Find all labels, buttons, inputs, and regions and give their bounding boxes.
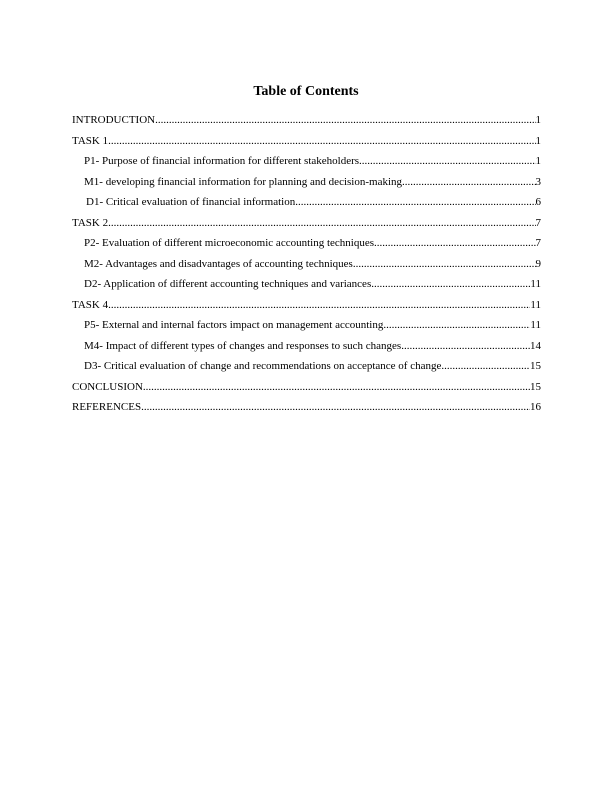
toc-entry-page: 1	[535, 134, 541, 147]
toc-entry-text: P1- Purpose of financial information for different stakeholders	[84, 155, 360, 167]
toc-title: Table of Contents	[253, 84, 359, 99]
toc-list	[72, 113, 541, 421]
toc-entry-page: 1	[535, 155, 541, 167]
toc-entry-p5[interactable]	[72, 318, 541, 339]
toc-entry-page: 7	[535, 237, 541, 249]
toc-entry-task-2[interactable]	[72, 216, 541, 237]
toc-entry-task-4[interactable]	[72, 298, 541, 319]
toc-entry-text: P2- Evaluation of different microeconomic accounting techniques	[84, 237, 374, 249]
toc-entry-text: D1- Critical evaluation of financial information	[86, 196, 296, 208]
toc-entry-text: CONCLUSION	[72, 380, 143, 393]
toc-dot-leader	[108, 134, 535, 148]
toc-entry-page: 1	[535, 114, 541, 126]
toc-entry-page: 11	[530, 298, 541, 311]
toc-entry-text: D2- Application of different accounting techniques and variances	[84, 278, 372, 290]
toc-dot-leader	[143, 380, 530, 394]
toc-entry-d2[interactable]	[72, 277, 541, 298]
toc-entry-references[interactable]	[72, 400, 541, 421]
toc-entry-page: 9	[535, 257, 541, 270]
toc-entry-text: M4- Impact of different types of changes and responses to such changes	[84, 339, 402, 352]
toc-entry-text: M1- developing financial information for planning and decision-making	[84, 175, 403, 188]
toc-dot-leader	[401, 339, 530, 353]
toc-entry-text: INTRODUCTION	[72, 114, 156, 126]
toc-entry-p1[interactable]	[72, 154, 541, 175]
toc-entry-d3[interactable]	[72, 359, 541, 380]
toc-entry-page: 6	[535, 196, 541, 208]
toc-entry-text: TASK 2	[72, 216, 109, 229]
toc-entry-conclusion[interactable]	[72, 380, 541, 401]
toc-entry-page: 7	[535, 216, 541, 229]
toc-entry-page: 11	[530, 319, 541, 331]
toc-entry-d1[interactable]	[72, 195, 541, 216]
toc-entry-p2[interactable]	[72, 236, 541, 257]
toc-dot-leader	[371, 277, 530, 291]
toc-dot-leader	[441, 359, 530, 373]
toc-dot-leader	[402, 175, 535, 189]
toc-dot-leader	[374, 236, 536, 250]
toc-entry-page: 16	[530, 401, 541, 413]
toc-entry-introduction[interactable]	[72, 113, 541, 134]
toc-entry-page: 15	[530, 360, 541, 372]
toc-dot-leader	[359, 154, 535, 168]
toc-entry-text: TASK 4	[72, 298, 109, 311]
toc-entry-m1[interactable]	[72, 175, 541, 196]
toc-dot-leader	[141, 400, 530, 414]
toc-entry-m4[interactable]	[72, 339, 541, 360]
toc-dot-leader	[295, 195, 535, 209]
toc-entry-page: 3	[535, 175, 541, 188]
toc-entry-page: 14	[530, 339, 541, 352]
toc-entry-page: 11	[530, 278, 541, 290]
toc-dot-leader	[108, 298, 530, 312]
toc-dot-leader	[383, 318, 530, 332]
toc-entry-text: P5- External and internal factors impact on management accounting	[84, 319, 384, 331]
toc-entry-m2[interactable]	[72, 257, 541, 278]
toc-dot-leader	[353, 257, 536, 271]
toc-entry-text: D3- Critical evaluation of change and recommendations on acceptance of change	[84, 360, 442, 372]
toc-entry-text: M2- Advantages and disadvantages of accounting techniques	[84, 257, 353, 270]
toc-entry-text: REFERENCES	[72, 401, 142, 413]
toc-dot-leader	[155, 113, 535, 127]
toc-entry-page: 15	[530, 380, 541, 393]
toc-dot-leader	[108, 216, 535, 230]
toc-entry-text: TASK 1	[72, 134, 109, 147]
toc-entry-task-1[interactable]	[72, 134, 541, 155]
